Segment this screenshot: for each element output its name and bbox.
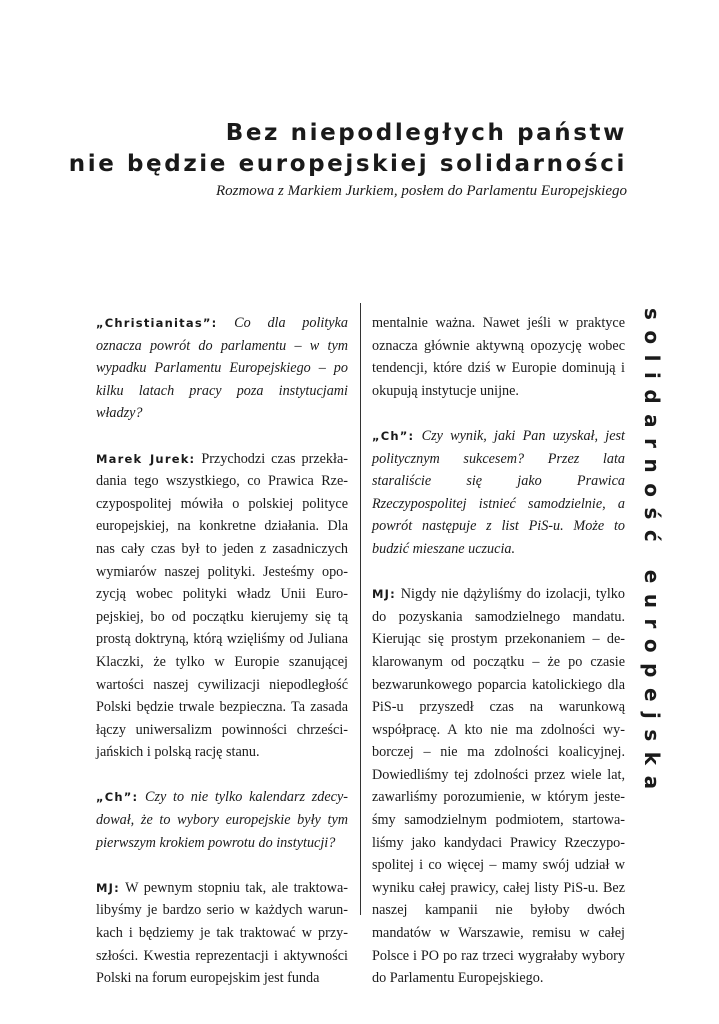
question-2 <box>96 786 348 854</box>
question-text: Czy to nie tylko kalendarz zdecydował, że to wybory europejskie były tym pierwszym krokiem powrotu do instytucji? <box>96 789 348 851</box>
speaker-label: „Ch”: <box>96 790 139 805</box>
answer-text: W pewnym stopniu tak, ale traktowalibyśmy je bardzo serio w każdych warunkach i będziemy je tak traktować w przyszłości. Kwestia reprezentacji i aktywności Polski na forum europejskim jest funda <box>96 879 348 987</box>
speaker-label: „Ch”: <box>372 428 415 443</box>
answer-2-continued: mentalnie ważna. Nawet jeśli w praktyce oznacza głównie aktywną opozycję wobec tendencji, które dziś w Europie dominują i okupują instytucje unijne. <box>372 315 625 399</box>
left-column <box>96 312 348 990</box>
section-label: solidarność europejska <box>640 308 664 800</box>
title-line-2: nie będzie europejskiej solidarności <box>68 151 627 177</box>
column-divider <box>360 303 361 915</box>
title-line-1: Bez niepodległych państw <box>225 120 627 146</box>
answer-text: Nigdy nie dążyliśmy do izolacji, tylko do pozyskania samodzielnego mandatu. Kierując się prostym przekonaniem – deklarowanym od początku – że po czasie bezwarunkowego poparcia katolickiego dla PiS-u przyszedł czas na warunkową współpracę. A kto nie ma zdolności wyborczej – nie ma zdolności koalicyjnej. Dowiedliśmy tej zdolności przez wiele lat, zawarliśmy porozumienie, w którym jesteśmy samodzielnym podmiotem, startowaliśmy jako kandydaci Prawicy Rzeczypospolitej i co więcej – mamy swój udział w wyniku całej prawicy, całej listy PiS-u. Bez naszej kampanii nie byłoby dwóch mandatów w Warszawie, remisu w całej Polsce i PO po raz trzeci wygrałaby wybory do Parlamentu Europejskiego. <box>372 586 625 987</box>
article-subtitle: Rozmowa z Markiem Jurkiem, posłem do Parlamentu Europejskiego <box>215 183 627 199</box>
speaker-label: Marek Jurek: <box>96 451 196 466</box>
speaker-label: MJ: <box>96 880 120 895</box>
question-3 <box>372 425 625 561</box>
question-text: Co dla polityka oznacza powrót do parlamentu – w tym wypadku Parlamentu Europejskiego – po kilku latach pracy poza instytucjami władzy? <box>96 315 348 422</box>
speaker-label: MJ: <box>372 587 396 602</box>
answer-2 <box>96 877 348 990</box>
answer-3 <box>372 583 625 990</box>
question-text: Czy wynik, jaki Pan uzyskał, jest politycznym sukcesem? Przez lata staraliście się jako Prawica Rzeczypospolitej istnieć samodzielnie, a powrót następuje z list PiS-u. Może to budzić mieszane uczucia. <box>372 427 625 557</box>
speaker-label: „Christianitas”: <box>96 316 218 330</box>
answer-1 <box>96 448 348 764</box>
question-1 <box>96 312 348 425</box>
answer-text: Przychodzi czas przekładania tego wszystkiego, co Prawica Rzeczypospolitej mówiła o polskiej polityce europejskiej, na konkretne działania. Dla nas cały czas był to jeden z zasadniczych wymiarów naszej polityki. Jesteśmy opozycją wobec polityki władz Unii Europejskiej, bo od początku kierujemy się tą prostą doktryną, którą wzięliśmy od Juliana Klaczki, że tylko w Europie szanującej wartości naszej cywilizacji niepodległość Polski będzie trwale bezpieczna. Ta zasada łączy uniwersalizm powinności chrześcijańskich i polską rację stanu. <box>96 450 348 761</box>
right-column <box>372 312 625 990</box>
article-title <box>69 118 627 180</box>
